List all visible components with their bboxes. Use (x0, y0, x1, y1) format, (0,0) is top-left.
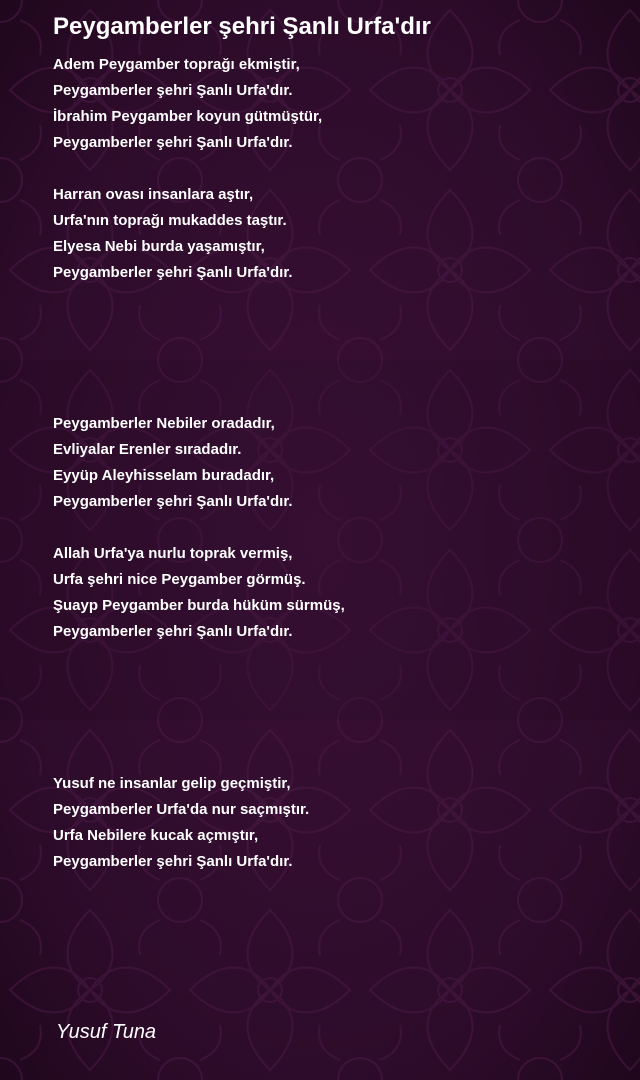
poem-line: Elyesa Nebi burda yaşamıştır, (53, 238, 265, 255)
stanza-2 (53, 182, 293, 286)
stanza-1 (53, 52, 322, 156)
poem-author: Yusuf Tuna (56, 1021, 157, 1043)
stanza-4 (53, 541, 345, 645)
poem-line: Urfa'nın toprağı mukaddes taştır. (53, 212, 287, 229)
poem-line: Urfa Nebilere kucak açmıştır, (53, 827, 259, 844)
poem-line: Harran ovası insanlara aştır, (53, 186, 254, 203)
poem-line: Adem Peygamber toprağı ekmiştir, (53, 56, 300, 73)
poem-line: Peygamberler şehri Şanlı Urfa'dır. (53, 82, 293, 99)
poem-line: Peygamberler Urfa'da nur saçmıştır. (53, 801, 310, 818)
poem-line: Şuayp Peygamber burda hüküm sürmüş, (53, 597, 345, 614)
poem-line: Yusuf ne insanlar gelip geçmiştir, (53, 775, 291, 792)
poem-line: Peygamberler şehri Şanlı Urfa'dır. (53, 493, 293, 510)
poem-title: Peygamberler şehri Şanlı Urfa'dır (53, 13, 431, 40)
poem-line: Urfa şehri nice Peygamber görmüş. (53, 571, 306, 588)
poem-line: Peygamberler Nebiler oradadır, (53, 415, 275, 432)
poem-line: Peygamberler şehri Şanlı Urfa'dır. (53, 134, 293, 151)
poem-line: Peygamberler şehri Şanlı Urfa'dır. (53, 264, 293, 281)
poem-line: Evliyalar Erenler sıradadır. (53, 441, 242, 458)
poem-line: Peygamberler şehri Şanlı Urfa'dır. (53, 853, 293, 870)
stanza-3 (53, 411, 293, 515)
poem-line: Peygamberler şehri Şanlı Urfa'dır. (53, 623, 293, 640)
poem-line: İbrahim Peygamber koyun gütmüştür, (53, 108, 323, 125)
stanza-5 (53, 771, 309, 875)
poem-line: Eyyüp Aleyhisselam buradadır, (53, 467, 275, 484)
poem-line: Allah Urfa'ya nurlu toprak vermiş, (53, 545, 293, 562)
